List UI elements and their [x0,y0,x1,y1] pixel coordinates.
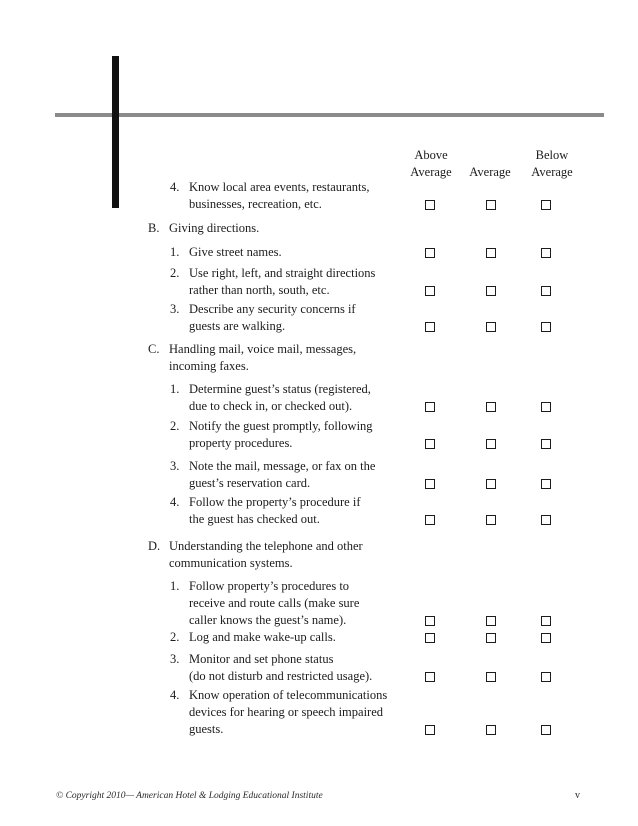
section-heading-line: incoming faxes. [169,359,249,373]
checklist-item-line: Notify the guest promptly, following [189,419,373,433]
checklist-item-number: 4. [170,495,180,509]
section-heading-text [169,538,363,572]
checklist-item-line: due to check in, or checked out). [189,399,353,413]
above-average-checkbox[interactable] [425,322,435,332]
checklist-item-text [189,265,375,299]
checklist-item-number: 3. [170,302,180,316]
copyright-notice: © Copyright 2010— American Hotel & Lodging Educational Institute [56,791,323,801]
checklist-item-line: Note the mail, message, or fax on the [189,459,376,473]
checklist-item-line: (do not disturb and restricted usage). [189,669,373,683]
above-average-checkbox[interactable] [425,402,435,412]
checklist-item-line: businesses, recreation, etc. [189,197,322,211]
above-average-checkbox[interactable] [425,479,435,489]
column-header-above-line1: Above [414,148,448,162]
checklist-item-number: 4. [170,180,180,194]
checklist-item-text [189,578,359,629]
below-average-checkbox[interactable] [541,725,551,735]
margin-bar [112,56,119,208]
checklist-item-line: property procedures. [189,436,293,450]
checklist-item-text [189,651,372,685]
checklist-item-number: 2. [170,419,180,433]
checklist-item-line: devices for hearing or speech impaired [189,705,384,719]
checklist-item-number: 1. [170,579,180,593]
average-checkbox[interactable] [486,200,496,210]
average-checkbox[interactable] [486,725,496,735]
checklist-item-line: Log and make wake-up calls. [189,630,336,644]
above-average-checkbox[interactable] [425,515,435,525]
average-checkbox[interactable] [486,322,496,332]
average-checkbox[interactable] [486,616,496,626]
checklist-item-number: 1. [170,382,180,396]
section-heading-number: D. [148,539,161,553]
above-average-checkbox[interactable] [425,725,435,735]
above-average-checkbox[interactable] [425,286,435,296]
column-header-above-line2: Average [410,165,452,179]
checklist-item-number: 3. [170,459,180,473]
section-heading-line: Giving directions. [169,221,260,235]
checklist-item-line: Determine guest’s status (registered, [189,382,371,396]
checklist-item-line: Use right, left, and straight directions [189,266,376,280]
column-header-below-line1: Below [535,148,569,162]
below-average-checkbox[interactable] [541,672,551,682]
checklist-item-line: Know operation of telecommunications [189,688,388,702]
section-heading-text [169,220,259,237]
checklist-item-line: Give street names. [189,245,282,259]
above-average-checkbox[interactable] [425,616,435,626]
checklist-item-line: guest’s reservation card. [189,476,311,490]
checklist-item-line: Follow property’s procedures to [189,579,350,593]
section-heading-number: B. [148,221,160,235]
checklist-item-line: receive and route calls (make sure [189,596,360,610]
checklist-item-line: rather than north, south, etc. [189,283,330,297]
section-heading-number: C. [148,342,160,356]
checklist-item-text [189,381,371,415]
below-average-checkbox[interactable] [541,200,551,210]
checklist-item-line: caller knows the guest’s name). [189,613,347,627]
checklist-item-text [189,244,282,261]
section-heading-line: communication systems. [169,556,293,570]
checklist-item-line: Monitor and set phone status [189,652,334,666]
checklist-item-text [189,301,356,335]
below-average-checkbox[interactable] [541,286,551,296]
average-checkbox[interactable] [486,633,496,643]
section-heading-line: Understanding the telephone and other [169,539,363,553]
checklist-item-number: 4. [170,688,180,702]
below-average-checkbox[interactable] [541,402,551,412]
average-checkbox[interactable] [486,479,496,489]
checklist-item-number: 1. [170,245,180,259]
below-average-checkbox[interactable] [541,479,551,489]
above-average-checkbox[interactable] [425,439,435,449]
column-header-average: Average [469,165,511,179]
page-number: v [575,790,580,801]
above-average-checkbox[interactable] [425,672,435,682]
below-average-checkbox[interactable] [541,439,551,449]
checklist-item-text [189,179,369,213]
above-average-checkbox[interactable] [425,248,435,258]
checklist-item-text [189,418,373,452]
average-checkbox[interactable] [486,439,496,449]
section-heading-text [169,341,356,375]
checklist-item-text [189,687,387,738]
column-header-above-average [400,147,462,181]
average-checkbox[interactable] [486,286,496,296]
below-average-checkbox[interactable] [541,322,551,332]
column-header-below-line2: Average [531,165,573,179]
checklist-item-text [189,494,360,528]
checklist-item-number: 2. [170,266,180,280]
checklist-item-line: guests are walking. [189,319,286,333]
header-rule [55,113,604,117]
checklist-item-line: guests. [189,722,224,736]
checklist-item-line: Know local area events, restaurants, [189,180,370,194]
average-checkbox[interactable] [486,515,496,525]
section-heading-line: Handling mail, voice mail, messages, [169,342,357,356]
average-checkbox[interactable] [486,672,496,682]
below-average-checkbox[interactable] [541,248,551,258]
checklist-item-line: Follow the property’s procedure if [189,495,361,509]
above-average-checkbox[interactable] [425,200,435,210]
below-average-checkbox[interactable] [541,633,551,643]
average-checkbox[interactable] [486,402,496,412]
checklist-item-number: 3. [170,652,180,666]
checklist-item-text [189,458,375,492]
above-average-checkbox[interactable] [425,633,435,643]
column-header-below-average [522,147,582,181]
checklist-item-line: Describe any security concerns if [189,302,356,316]
checklist-item-number: 2. [170,630,180,644]
below-average-checkbox[interactable] [541,515,551,525]
checklist-item-line: the guest has checked out. [189,512,320,526]
average-checkbox[interactable] [486,248,496,258]
below-average-checkbox[interactable] [541,616,551,626]
checklist-item-text [189,629,336,646]
